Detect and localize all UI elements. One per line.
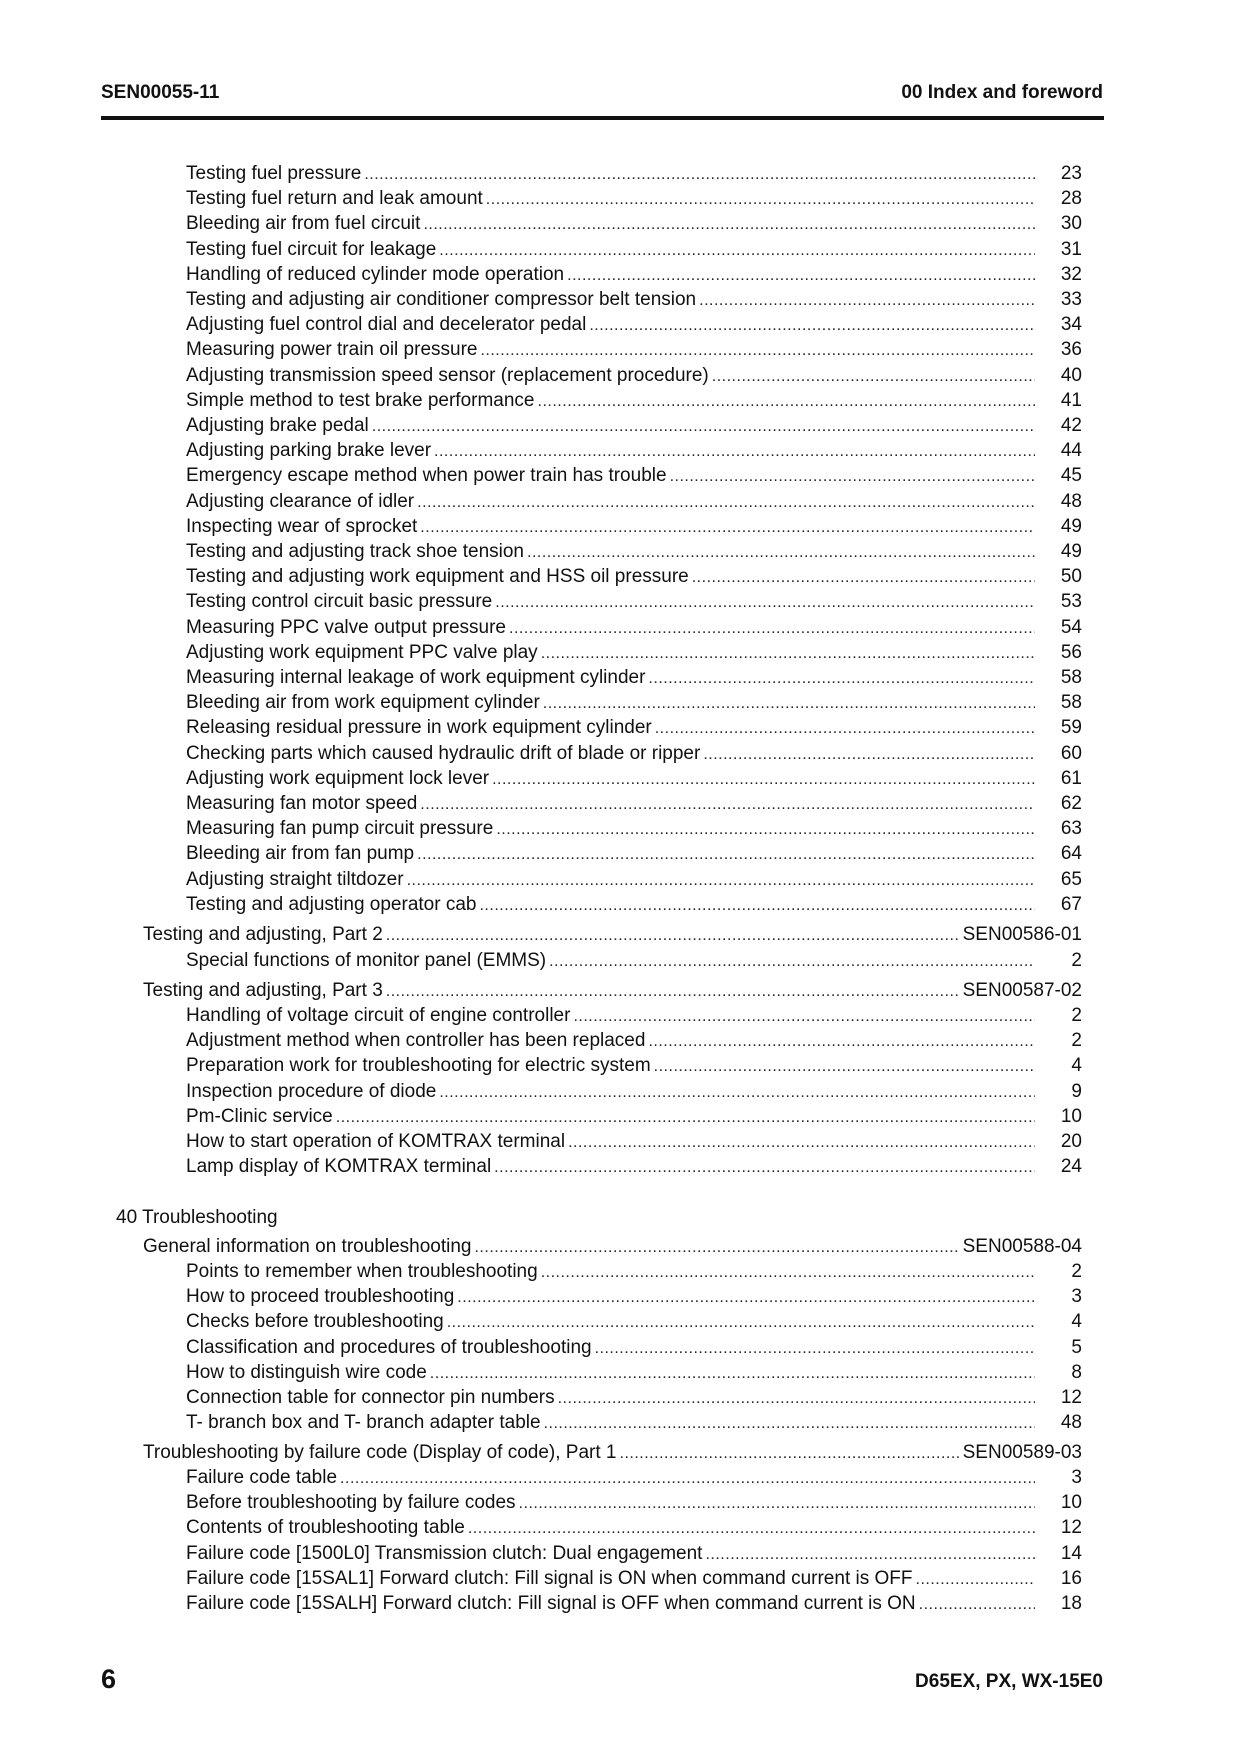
entry-page: 20 [1060,1131,1082,1152]
toc-entry [186,312,1082,337]
entry-title: Bleeding air from work equipment cylinder [186,692,540,714]
dot-leader [495,590,1035,615]
entry-title: Checks before troubleshooting [186,1311,444,1333]
entry-page: 12 [1060,1387,1082,1408]
entry-page: 65 [1060,868,1082,890]
entry-page: 2 [1071,1261,1082,1282]
toc-entry [186,337,1082,362]
toc-entry [186,1465,1082,1490]
entry-page: 10 [1060,1492,1082,1514]
toc-entry [186,186,1082,211]
entry-title: Releasing residual pressure in work equipment cylinder [186,717,652,739]
entry-page: 48 [1060,490,1082,512]
entry-title: Preparation work for troubleshooting for electric system [186,1055,651,1077]
entry-title: Adjusting brake pedal [186,415,369,436]
entry-title: Contents of troubleshooting table [186,1517,465,1539]
entry-title: General information on troubleshooting [143,1236,472,1257]
entry-title: Adjusting clearance of idler [186,490,415,512]
dot-leader [699,288,1035,313]
entry-title: Bleeding air from fuel circuit [186,213,421,235]
entry-title: Adjusting fuel control dial and decelerator pedal [186,314,587,336]
toc-entry [186,463,1082,488]
entry-page: 4 [1071,1311,1082,1333]
dot-leader [486,187,1035,212]
entry-page: SEN00589-03 [962,1442,1082,1463]
dot-leader [620,1441,960,1466]
toc-entry [186,1003,1082,1028]
dot-leader [336,1105,1035,1130]
entry-page: 48 [1060,1412,1082,1434]
dot-leader [541,641,1035,666]
entry-title: Measuring fan pump circuit pressure [186,818,494,840]
entry-title: Handling of reduced cylinder mode operation [186,263,565,285]
entry-page: 16 [1060,1567,1082,1589]
entry-title: Measuring PPC valve output pressure [186,616,506,638]
dot-leader [417,842,1035,867]
entry-title: Failure code [1500L0] Transmission clutch: Dual engagement [186,1542,703,1564]
entry-page: 49 [1060,541,1082,562]
toc-chapter-entry [143,1234,1082,1259]
entry-title: Measuring fan motor speed [186,793,418,814]
entry-page: 40 [1060,364,1082,386]
dot-leader [589,313,1035,338]
entry-page: 67 [1060,893,1082,915]
dot-leader [654,1054,1035,1079]
toc-chapter-entry [143,922,1082,947]
entry-page: 30 [1060,213,1082,235]
dot-leader [670,464,1035,489]
entry-page: 4 [1071,1055,1082,1077]
toc-entry [186,161,1082,186]
toc-entry [186,690,1082,715]
dot-leader [340,1466,1035,1491]
entry-title: Inspection procedure of diode [186,1080,437,1102]
entry-title: Measuring internal leakage of work equipment cylinder [186,667,646,688]
entry-title: Bleeding air from fan pump [186,843,415,865]
entry-page: 8 [1071,1361,1082,1383]
dot-leader [544,1411,1035,1436]
toc-entry [186,892,1082,917]
dot-leader [447,1310,1035,1335]
entry-title: Adjusting work equipment PPC valve play [186,641,538,663]
entry-title: Connection table for connector pin numbers [186,1387,555,1408]
entry-page: 42 [1060,415,1082,436]
entry-title: Adjusting parking brake lever [186,440,432,462]
section-title: 00 Index and foreword [901,82,1103,103]
entry-title: Testing fuel return and leak amount [186,188,483,210]
entry-page: 60 [1060,742,1082,764]
toc-entry [186,741,1082,766]
entry-title: Simple method to test brake performance [186,389,535,411]
toc-entry [186,640,1082,665]
dot-leader [439,1080,1035,1105]
dot-leader [474,1235,959,1260]
dot-leader [496,817,1035,842]
toc-entry [186,841,1082,866]
entry-title: Emergency escape method when power train has trouble [186,465,667,487]
entry-title: Special functions of monitor panel (EMMS) [186,950,547,971]
entry-title: Adjusting work equipment lock lever [186,767,490,789]
dot-leader [479,893,1035,918]
entry-title: Testing and adjusting, Part 3 [143,980,383,1001]
entry-page: 14 [1060,1542,1082,1564]
entry-page: 59 [1060,717,1082,739]
entry-title: Testing and adjusting air conditioner compressor belt tension [186,289,697,310]
entry-title: Pm-Clinic service [186,1105,333,1127]
header-divider [101,116,1104,120]
toc-entry [186,948,1082,973]
toc-entry [186,1410,1082,1435]
toc-entry [186,1259,1082,1284]
toc-entry [186,1154,1082,1179]
toc-entry [186,1591,1082,1616]
dot-leader [420,792,1035,817]
toc-entry [186,413,1082,438]
dot-leader [648,666,1035,691]
dot-leader [705,1542,1035,1567]
entry-title: Troubleshooting by failure code (Display of code), Part 1 [143,1442,617,1463]
dot-leader [492,767,1035,792]
entry-page: 61 [1060,767,1082,789]
toc-entry [186,1515,1082,1540]
entry-title: How to start operation of KOMTRAX terminal [186,1131,566,1152]
entry-page: 45 [1060,465,1082,487]
toc-entry [186,1028,1082,1053]
dot-leader [423,212,1035,237]
toc-entry [186,715,1082,740]
dot-leader [692,565,1035,590]
toc-entry [186,514,1082,539]
toc-entry [186,766,1082,791]
entry-title: Failure code [15SAL1] Forward clutch: Fill signal is ON when command current is OFF [186,1567,913,1589]
entry-title: Inspecting wear of sprocket [186,515,418,537]
toc-entry [186,1129,1082,1154]
entry-title: T- branch box and T- branch adapter table [186,1412,541,1434]
toc-entry [186,1360,1082,1385]
dot-leader [372,414,1035,439]
dot-leader [703,742,1035,767]
entry-page: 33 [1060,289,1082,310]
toc-entry [186,1541,1082,1566]
entry-title: How to proceed troubleshooting [186,1286,455,1308]
entry-page: 18 [1060,1593,1082,1614]
entry-title: Measuring power train oil pressure [186,339,478,361]
entry-page: 50 [1060,566,1082,588]
entry-page: 34 [1060,314,1082,336]
entry-page: 2 [1071,1005,1082,1026]
entry-page: SEN00587-02 [962,980,1082,1001]
entry-page: 3 [1071,1286,1082,1308]
dot-leader [509,616,1035,641]
entry-title: Failure code [15SALH] Forward clutch: Fill signal is OFF when command current is ON [186,1593,916,1614]
dot-leader [527,540,1035,565]
entry-title: Testing fuel pressure [186,163,362,184]
entry-page: SEN00588-04 [962,1236,1082,1257]
entry-page: 23 [1060,163,1082,184]
entry-page: 53 [1060,591,1082,613]
entry-title: Lamp display of KOMTRAX terminal [186,1156,492,1178]
toc-entry [186,589,1082,614]
dot-leader [386,923,960,948]
entry-page: 64 [1060,843,1082,865]
entry-page: 9 [1071,1080,1082,1102]
dot-leader [916,1567,1036,1592]
dot-leader [430,1361,1035,1386]
dot-leader [558,1386,1035,1411]
entry-title: Testing control circuit basic pressure [186,591,493,613]
entry-title: Testing fuel circuit for leakage [186,238,437,260]
entry-page: 2 [1071,950,1082,971]
entry-title: Handling of voltage circuit of engine controller [186,1005,571,1026]
dot-leader [494,1155,1035,1180]
dot-leader [712,364,1035,389]
toc-entry [186,1053,1082,1078]
entry-page: 41 [1060,389,1082,411]
toc-entry [186,1309,1082,1334]
entry-title: Before troubleshooting by failure codes [186,1492,516,1514]
entry-title: Classification and procedures of troubleshooting [186,1336,592,1358]
toc-entry [186,615,1082,640]
entry-page: 31 [1060,238,1082,260]
toc-entry [186,791,1082,816]
toc-entry [186,1566,1082,1591]
dot-leader [655,716,1035,741]
dot-leader [543,691,1035,716]
entry-page: 36 [1060,339,1082,361]
toc-chapter-entry [143,1440,1082,1465]
dot-leader [538,389,1035,414]
dot-leader [549,949,1035,974]
entry-page: 54 [1060,616,1082,638]
entry-title: Adjusting straight tiltdozer [186,868,404,890]
dot-leader [519,1491,1035,1516]
entry-page: 63 [1060,818,1082,840]
toc-entry [186,1079,1082,1104]
toc-entry [186,1335,1082,1360]
entry-page: 58 [1060,692,1082,714]
toc-entry [186,287,1082,312]
toc-entry [186,438,1082,463]
model-name: D65EX, PX, WX-15E0 [915,1671,1103,1692]
dot-leader [919,1592,1035,1617]
dot-leader [386,979,960,1004]
entry-title: How to distinguish wire code [186,1361,427,1383]
dot-leader [439,238,1035,263]
entry-title: Testing and adjusting track shoe tension [186,541,524,562]
entry-page: 10 [1060,1105,1082,1127]
dot-leader [417,490,1035,515]
entry-page: 62 [1060,793,1082,814]
dot-leader [468,1516,1035,1541]
dot-leader [480,338,1035,363]
toc-entry [186,867,1082,892]
dot-leader [568,1130,1035,1155]
toc-entry [186,1284,1082,1309]
dot-leader [595,1336,1035,1361]
section-heading: 40 Troubleshooting [116,1207,278,1228]
entry-title: Testing and adjusting work equipment and HSS oil pressure [186,566,689,588]
dot-leader [541,1260,1035,1285]
entry-title: Checking parts which caused hydraulic drift of blade or ripper [186,742,701,764]
entry-title: Testing and adjusting operator cab [186,893,477,915]
entry-page: 2 [1071,1030,1082,1052]
entry-page: 44 [1060,440,1082,462]
toc-entry [186,1104,1082,1129]
toc-entry [186,816,1082,841]
dot-leader [364,162,1035,187]
toc-entry [186,1490,1082,1515]
entry-page: 5 [1071,1336,1082,1358]
entry-title: Points to remember when troubleshooting [186,1261,538,1282]
dot-leader [573,1004,1035,1029]
dot-leader [457,1285,1035,1310]
entry-title: Failure code table [186,1467,338,1488]
toc-entry [186,211,1082,236]
toc-entry [186,237,1082,262]
entry-title: Adjusting transmission speed sensor (replacement procedure) [186,364,709,386]
entry-page: 12 [1060,1517,1082,1539]
toc-entry [186,665,1082,690]
entry-page: SEN00586-01 [962,924,1082,945]
toc-entry [186,363,1082,388]
document-code: SEN00055-11 [101,82,220,103]
toc-entry [186,1385,1082,1410]
dot-leader [567,263,1035,288]
toc-entry [186,564,1082,589]
entry-page: 28 [1060,188,1082,210]
toc-entry [186,539,1082,564]
entry-page: 58 [1060,667,1082,688]
entry-page: 3 [1071,1467,1082,1488]
toc-entry [186,388,1082,413]
page-number: 6 [101,1664,117,1694]
entry-title: Adjustment method when controller has been replaced [186,1030,646,1052]
entry-title: Testing and adjusting, Part 2 [143,924,383,945]
dot-leader [648,1029,1035,1054]
toc-chapter-entry [143,978,1082,1003]
toc-entry [186,262,1082,287]
entry-page: 56 [1060,641,1082,663]
entry-page: 24 [1060,1156,1082,1178]
entry-page: 49 [1060,515,1082,537]
toc-entry [186,489,1082,514]
dot-leader [434,439,1035,464]
dot-leader [407,868,1035,893]
dot-leader [420,515,1035,540]
entry-page: 32 [1060,263,1082,285]
